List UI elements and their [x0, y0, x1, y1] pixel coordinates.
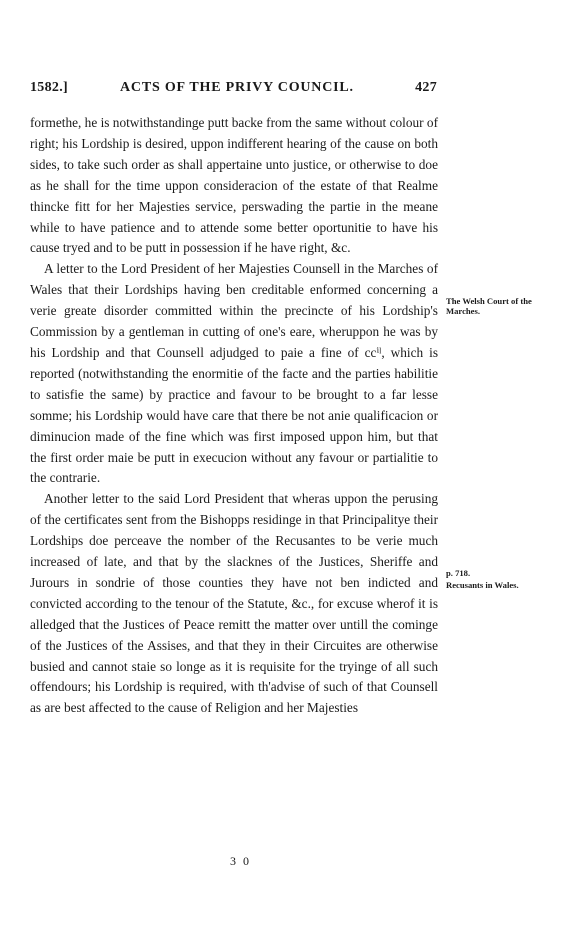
paragraph-recusants-letter: Another letter to the said Lord President that wheras uppon the perusing of the certificates sent from the Bishopps residinge in that Principalitye their Lordships doe perceave the nomber of the Recusantes to be verie much increased of late, and that by the slacknes of the Justices, Sheriffe and Jurours in sondrie of those counties they have not ben indicted and convicted according to the tenour of the Statute, &c., for excuse wherof it is alledged that the Justices of Peace remitt the matter over untill the cominge of the Justices of the Assises, and that they in their Circuites are otherwise busied and cannot staie so longe as it is requisite for the tryinge of all such offendours; his Lordship is required, with th'advise of such of that Counsell as are best affected to the cause of Religion and her Majesties — [30, 491, 438, 716]
signature-mark: 3 0 — [230, 854, 251, 868]
paragraph-continuation: formethe, he is notwithstandinge putt backe from the same without colour of right; his Lordship is desired, uppon indifferent hearing of the cause on both sides, to take such order as shall appertaine unto justice, or otherwise to doe as he shall for the time uppon consideracion of the estate of that Realme thincke fitt for her Majesties service, perswading the partie in the meane while to have patience and to attende some better oportunitie to have his cause tryed and to be putt in possession if he have right, &c. — [30, 115, 438, 256]
margin-note-recusants: Recusants in Wales. — [446, 580, 519, 590]
header-year: 1582.] — [30, 80, 68, 95]
body-text — [30, 113, 438, 719]
page-number: 427 — [415, 80, 437, 95]
margin-note-page-ref: p. 718. — [446, 568, 471, 578]
header-title: ACTS OF THE PRIVY COUNCIL. — [120, 80, 354, 95]
paragraph-welsh-court-letter: A letter to the Lord President of her Majesties Counsell in the Marches of Wales that their Lordships having ben creditable enformed concerning a verie greate disorder committed within the precincte of his Lordship's Commission by a gentleman in cutting of one's eare, wheruppon he was by his Lordship and that Counsell adjudged to paie a fine of ccⁱˡ, which is reported (notwithstanding the enormitie of the facte and the parties habilitie to satisfie the same) by practice and favour to be brought to a far lesse somme; his Lordship would have care that there be not anie qualificacion or diminucion made of the fine which was first imposed uppon him, but that the first order maie be putt in execucion without any favour or partialitie to the contrarie. — [30, 261, 438, 486]
margin-note-welsh-court: The Welsh Court of the Marches. — [446, 296, 532, 316]
